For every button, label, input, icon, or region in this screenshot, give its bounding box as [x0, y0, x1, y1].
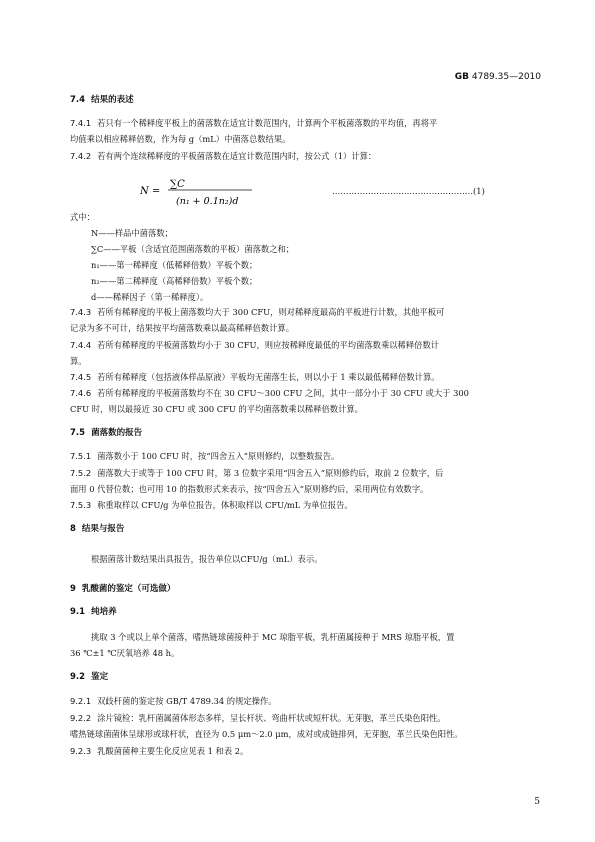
clause-9-2-2: 9.2.2 涂片镜检：乳杆菌属菌体形态多样，呈长杆状、弯曲杆状或短杆状。无芽胞，革兰氏染色阳性。 [70, 713, 446, 723]
formula-numerator: ∑C [170, 179, 185, 190]
formula-denominator: (n₁ + 0.1n₂)d [176, 196, 239, 207]
formula-number: ……………………………………………(1) [332, 186, 485, 196]
clause-7-4-1: 7.4.1 若只有一个稀释度平板上的菌落数在适宜计数范围内，计算两个平板菌落数的平均值，再将平 [70, 118, 438, 128]
clause-7-4-2: 7.4.2 若有两个连续稀释度的平板菌落数在适宜计数范围内时，按公式（1）计算： [70, 151, 377, 161]
section-8-body: 根据菌落计数结果出具报告，报告单位以CFU/g（mL）表示。 [91, 554, 323, 564]
clause-7-5-2: 7.5.2 菌落数大于或等于 100 CFU 时，第 3 位数字采用“四舍五入”原则修约后，取前 2 位数字，后 [70, 468, 444, 478]
clause-7-4-3-cont: 记录为多不可计，结果按平均菌落数乘以最高稀释倍数计算。 [70, 323, 295, 333]
clause-7-4-1-cont: 均值乘以相应稀释倍数，作为每 g（mL）中菌落总数结果。 [70, 134, 291, 144]
legend-N: N——样品中菌落数； [91, 228, 173, 238]
legend-d: d——稀释因子（第一稀释度）。 [91, 292, 209, 302]
clause-7-4-4-cont: 算。 [70, 356, 87, 366]
section-9-1-body: 挑取 3 个或以上单个菌落，嗜热链球菌接种于 MC 琼脂平板，乳杆菌属接种于 MRS 琼脂平板，置 [91, 632, 455, 642]
section-7-4-heading: 7.4 结果的表述 [70, 95, 134, 105]
formula-lhs: N = [140, 186, 161, 197]
section-9-1-body-cont: 36 ℃±1 ℃厌氧培养 48 h。 [70, 648, 180, 658]
legend-n1: n₁——第一稀释度（低稀释倍数）平板个数； [91, 260, 258, 270]
clause-7-4-6: 7.4.6 若所有稀释度的平板菌落数均不在 30 CFU～300 CFU 之间，其中一部分小于 30 CFU 或大于 300 [70, 388, 469, 398]
clause-9-2-1: 9.2.1 双歧杆菌的鉴定按 GB/T 4789.34 的规定操作。 [70, 696, 277, 706]
clause-7-5-2-cont: 面用 0 代替位数；也可用 10 的指数形式来表示，按“四舍五入”原则修约后，采用两位有效数字。 [70, 484, 429, 494]
clause-7-4-6-cont: CFU 时，则以最接近 30 CFU 或 300 CFU 的平均菌落数乘以稀释倍数计算。 [70, 404, 363, 414]
section-9-2-heading: 9.2 鉴定 [70, 672, 109, 682]
clause-9-2-3: 9.2.3 乳酸菌菌种主要生化反应见表 1 和表 2。 [70, 746, 249, 756]
section-9-heading: 9 乳酸菌的鉴定（可选做） [70, 584, 176, 594]
clause-7-4-4: 7.4.4 若所有稀释度的平板菌落数均小于 30 CFU，则应按稀释度最低的平均菌落数乘以稀释倍数计 [70, 340, 440, 350]
clause-7-4-3: 7.4.3 若所有稀释度的平板上菌落数均大于 300 CFU，则对稀释度最高的平板进行计数，其他平板可 [70, 307, 445, 317]
clause-7-5-3: 7.5.3 称重取样以 CFU/g 为单位报告，体积取样以 CFU/mL 为单位报告。 [70, 500, 353, 510]
section-9-1-heading: 9.1 纯培养 [70, 607, 117, 617]
clause-9-2-2-cont: 嗜热链球菌菌体呈球形或球杆状，直径为 0.5 μm～2.0 μm，成对或成链排列，无芽胞，革兰氏染色阳性。 [70, 729, 463, 739]
legend-title: 式中： [70, 212, 95, 222]
legend-n2: n₂——第二稀释度（高稀释倍数）平板个数； [91, 276, 258, 286]
section-8-heading: 8 结果与报告 [70, 524, 125, 534]
clause-7-4-5: 7.4.5 若所有稀释度（包括液体样品原液）平板均无菌落生长，则以小于 1 乘以最低稀释倍数计算。 [70, 372, 440, 382]
section-7-5-heading: 7.5 菌落数的报告 [70, 428, 143, 438]
clause-7-5-1: 7.5.1 菌落数小于 100 CFU 时，按“四舍五入”原则修约，以整数报告。 [70, 451, 340, 461]
standard-number: GB 4789.35—2010 [454, 72, 541, 82]
page-number: 5 [534, 797, 540, 807]
legend-sumC: ∑C——平板（含适宜范围菌落数的平板）菌落数之和； [91, 244, 295, 254]
